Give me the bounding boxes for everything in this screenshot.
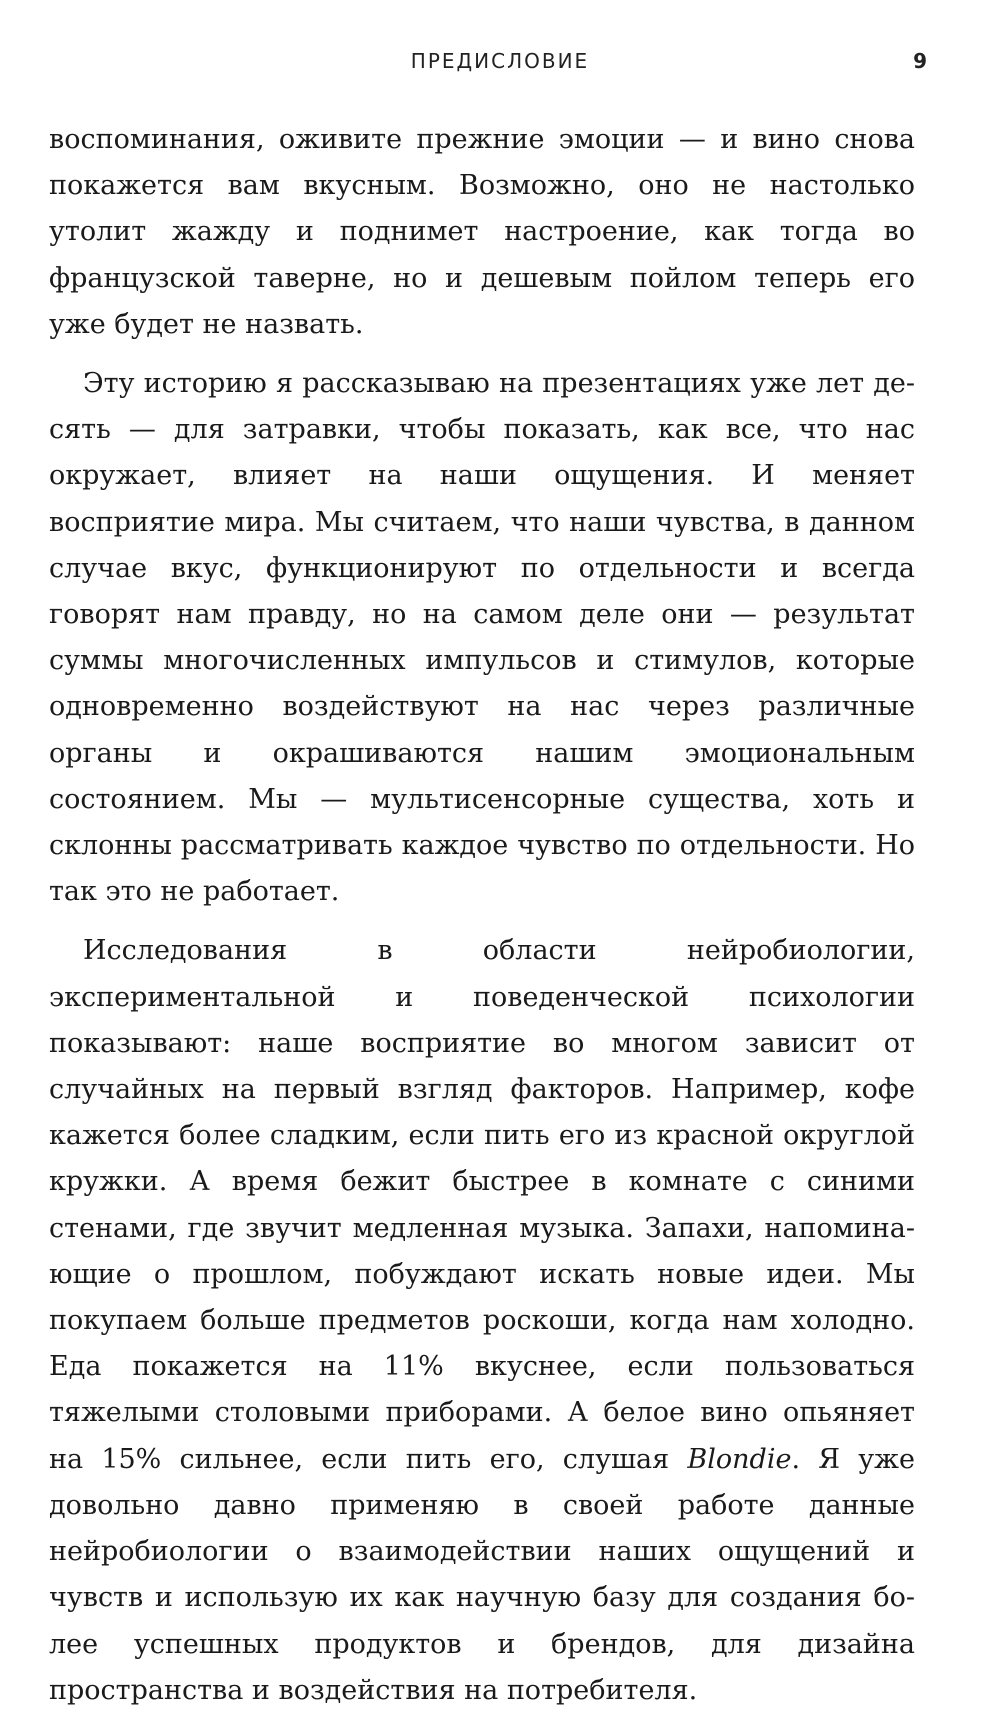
chapter-title: ПРЕДИСЛОВИЕ [410,49,590,73]
paragraph-1: воспоминания, оживите прежние эмоции — и вино снова покажется вам вкусным. Возможно, оно не настолько утолит жажду и поднимет настроение, как тогда во французской таверне, но и дешевым пойлом теперь его уже будет не назвать. [49,124,915,340]
paragraph-2: Эту историю я рассказываю на презентациях уже лет десять — для затравки, чтобы показать, как все, что нас окружает, влияет на наши ощущения. И меняет восприятие мира. Мы считаем, что наши чувства, в данном случае вкус, функционируют по отдельности и всегда говорят нам правду, но на самом деле они — результат суммы многочисленных импульсов и стимулов, которые одновременно воздействуют на нас через различные органы и окрашиваются нашим эмоциональным состоянием. Мы — мультисенсорные существа, хоть и склонны рассматривать каждое чувство по отдельности. Но так это не работает. [49,368,915,908]
paragraph-3 [49,928,915,1713]
band-name-emphasis: Blondie [687,1443,792,1475]
page-number: 9 [913,49,927,73]
paragraph-3-text-after: . Я уже довольно давно применяю в своей работе данные нейробиологии о взаимодействии наших ощущений и чувств и использую их как научную базу для создания более успешных продуктов и брендов, для дизайна пространства и воздействия на потребителя. [49,1443,915,1706]
running-head [0,46,1000,76]
paragraph-3-text-before: Исследования в области нейробиологии, экспериментальной и поведенческой психологии показывают: наше восприятие во многом зависит от случайных на первый взгляд факторов. Например, кофе кажется более сладким, если пить его из красной округлой кружки. А время бежит быстрее в комнате с синими стенами, где звучит медленная музыка. Запахи, напоминающие о прошлом, побуждают искать новые идеи. Мы покупаем больше предметов роскоши, когда нам холодно. Еда покажется на 11% вкуснее, если пользоваться тяжелыми столовыми приборами. А белое вино опьяняет на 15% сильнее, если пить его, слушая [49,935,915,1475]
body-text [49,117,915,1714]
